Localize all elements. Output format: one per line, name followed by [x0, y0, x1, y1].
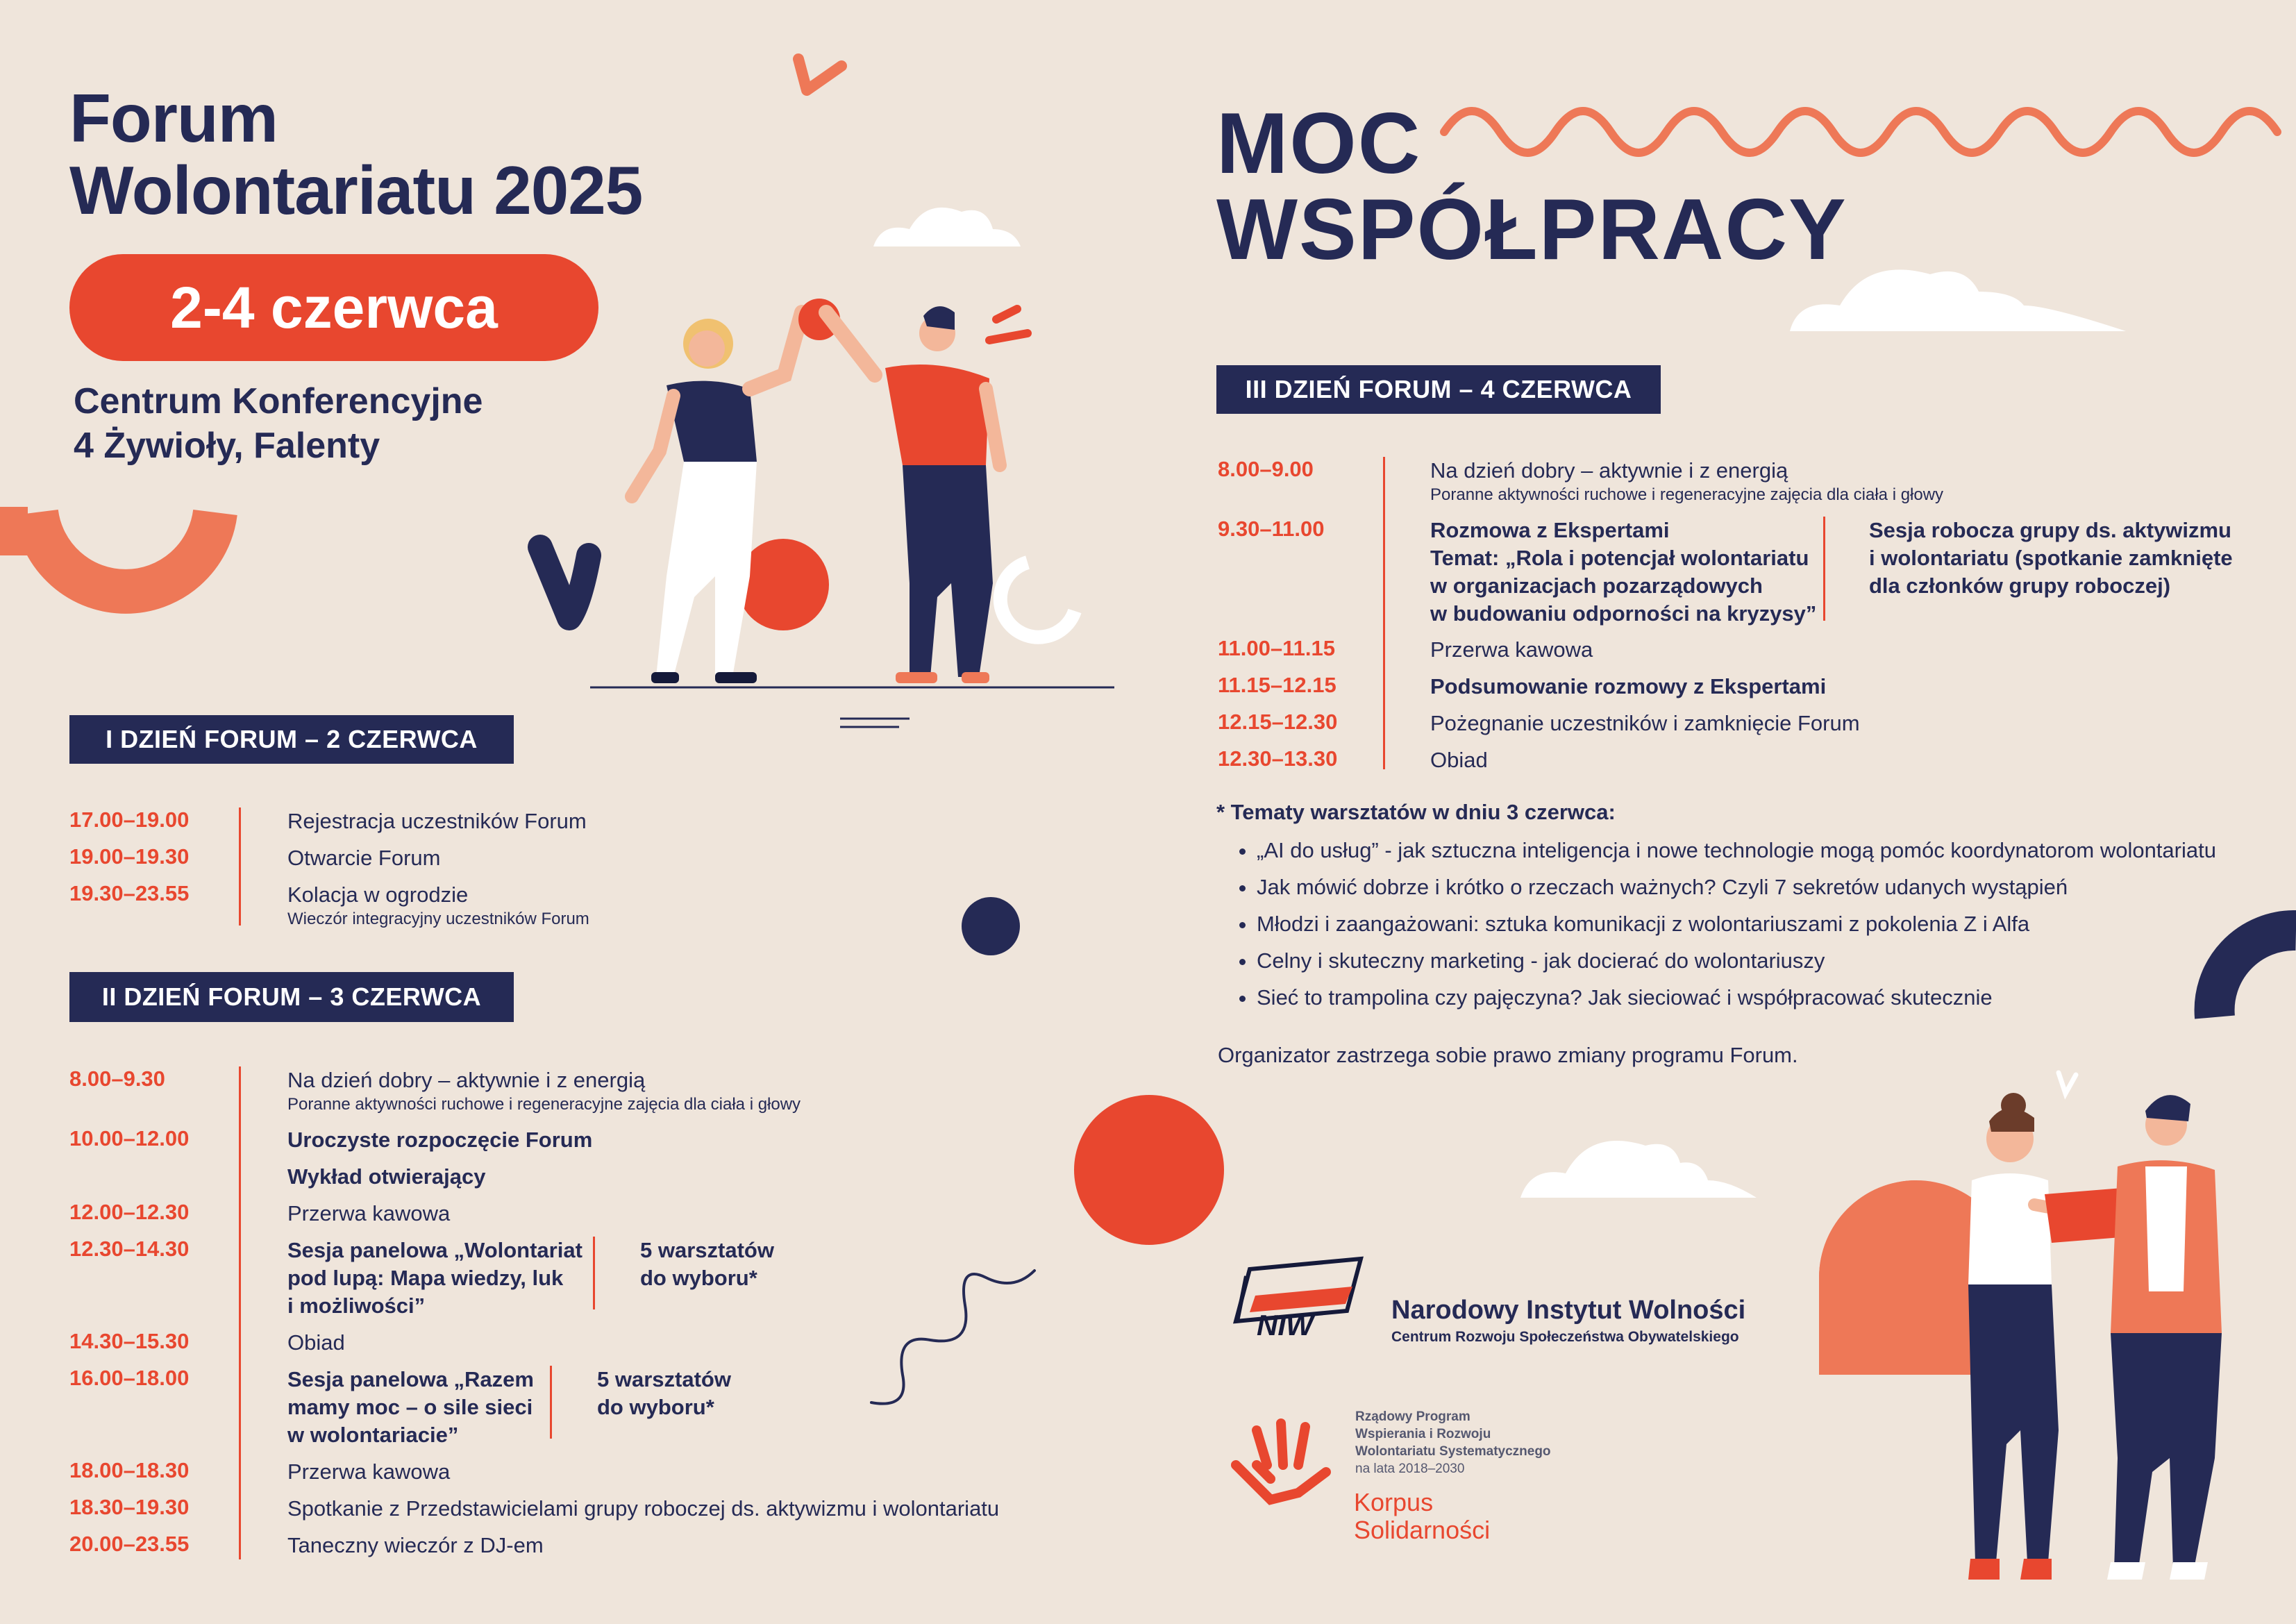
workshop-topics: [1216, 800, 2216, 1016]
laptop-people-illustration: [1930, 1083, 2249, 1611]
organizer-note: Organizator zastrzega sobie prawo zmiany programu Forum.: [1218, 1043, 1798, 1067]
desc-sub: Wieczór integracyjny uczestników Forum: [287, 910, 589, 928]
time: 10.00–12.00: [69, 1126, 190, 1150]
time: 20.00–23.55: [69, 1532, 190, 1556]
side-session-line: dla członków grupy roboczej): [1869, 574, 2171, 598]
time: 8.00–9.00: [1218, 457, 1314, 481]
day1-schedule: [69, 807, 903, 932]
niw-subtitle: Centrum Rozwoju Społeczeństwa Obywatelskiego: [1391, 1329, 1739, 1345]
date-text: 2-4 czerwca: [170, 274, 498, 340]
desc: Przerwa kawowa: [287, 1201, 451, 1225]
title-line1: Forum: [69, 80, 278, 156]
desc: Przerwa kawowa: [287, 1459, 451, 1484]
desc-line: mamy moc – o sile sieci: [287, 1395, 533, 1419]
side-session-line: Sesja robocza grupy ds. aktywizmu: [1869, 518, 2231, 542]
niw-name: Narodowy Instytut Wolności: [1391, 1296, 1746, 1325]
event-title: [69, 82, 642, 226]
day2-header-label: II DZIEŃ FORUM – 3 CZERWCA: [101, 982, 482, 1011]
list-item: • Celny i skuteczny marketing - jak docierać do wolontariuszy: [1257, 942, 2216, 979]
desc: Na dzień dobry – aktywnie i z energią: [287, 1068, 646, 1092]
time: 17.00–19.00: [69, 807, 190, 832]
desc-sub: Poranne aktywności ruchowe i regeneracyjne zajęcia dla ciała i głowy: [287, 1095, 801, 1114]
time: 14.30–15.30: [69, 1329, 190, 1353]
korpus-name: [1354, 1489, 1490, 1544]
day1-header: [69, 715, 514, 764]
brand-line1: MOC: [1216, 96, 1422, 192]
desc-line: w organizacjach pozarządowych: [1430, 574, 1763, 598]
workshop-note: 5 warsztatów: [597, 1367, 731, 1391]
workshop-note: do wyboru*: [640, 1266, 757, 1290]
list-item: • „AI do usług” - jak sztuczna inteligencja i nowe technologie mogą pomóc koordynatorom wolontariatu: [1257, 832, 2216, 869]
side-session-line: i wolontariatu (spotkanie zamknięte: [1869, 546, 2233, 570]
korpus-name-line: Solidarności: [1354, 1516, 1491, 1544]
desc-line: pod lupą: Mapa wiedzy, luk: [287, 1266, 564, 1290]
time: 12.00–12.30: [69, 1200, 190, 1224]
bar-left-decoration: [0, 507, 28, 555]
time: 9.30–11.00: [1218, 517, 1325, 541]
cloud-decoration: [873, 208, 1021, 246]
navy-arc-decoration: [2215, 930, 2296, 1017]
list-item: • Sieć to trampolina czy pajęczyna? Jak sieciować i współpracować skutecznie: [1257, 979, 2216, 1016]
time: 12.30–13.30: [1218, 746, 1338, 771]
desc: Na dzień dobry – aktywnie i z energią: [1430, 458, 1788, 483]
title-line2: Wolontariatu 2025: [69, 152, 643, 228]
big-circle-decoration: [1074, 1095, 1224, 1245]
time: 12.30–14.30: [69, 1237, 190, 1261]
desc: Rejestracja uczestników Forum: [287, 809, 587, 833]
niw-logo-text: NIW: [1257, 1309, 1314, 1341]
time: 11.15–12.15: [1218, 673, 1336, 697]
korpus-line: Wolontariatu Systematycznego: [1355, 1444, 1551, 1459]
desc-line: w budowaniu odporności na kryzysy”: [1430, 601, 1817, 626]
desc: Taneczny wieczór z DJ-em: [287, 1533, 544, 1557]
people-illustration: [611, 292, 1111, 694]
day3-schedule: [1218, 457, 2259, 776]
day2-schedule: [69, 1066, 1041, 1566]
desc-line: Rozmowa z Ekspertami: [1430, 518, 1670, 542]
desc-sub: Poranne aktywności ruchowe i regeneracyjne zajęcia dla ciała i głowy: [1430, 485, 1944, 504]
arc-left-decoration: [36, 512, 215, 592]
desc: Obiad: [1430, 748, 1488, 772]
desc-line: Sesja panelowa „Razem: [287, 1367, 534, 1391]
brand-line2: WSPÓŁPRACY: [1216, 182, 1847, 278]
brand-logo: [1216, 96, 1847, 278]
list-item: • Jak mówić dobrze i krótko o rzeczach ważnych? Czyli 7 sekretów udanych wystąpień: [1257, 869, 2216, 905]
workshop-note: 5 warsztatów: [640, 1238, 774, 1262]
korpus-line: Wspierania i Rozwoju: [1355, 1427, 1491, 1441]
desc: Podsumowanie rozmowy z Ekspertami: [1430, 674, 1827, 698]
date-badge: [69, 254, 598, 361]
desc: Spotkanie z Przedstawicielami grupy roboczej ds. aktywizmu i wolontariatu: [287, 1496, 1000, 1521]
korpus-program: [1355, 1408, 1551, 1477]
chevron-decoration: [798, 59, 841, 90]
time: 11.00–11.15: [1218, 636, 1335, 660]
desc: Otwarcie Forum: [287, 846, 441, 870]
time: 16.00–18.00: [69, 1366, 190, 1390]
korpus-hand-icon: [1229, 1416, 1340, 1521]
time: 18.00–18.30: [69, 1458, 190, 1482]
day2-header: [69, 972, 514, 1022]
desc-line: i możliwości”: [287, 1294, 426, 1318]
time: 19.00–19.30: [69, 844, 190, 869]
desc: Kolacja w ogrodzie: [287, 882, 469, 907]
korpus-line: na lata 2018–2030: [1355, 1462, 1465, 1476]
venue: [74, 379, 483, 468]
venue-line2: 4 Żywioły, Falenty: [74, 426, 380, 466]
desc: Pożegnanie uczestników i zamknięcie Forum: [1430, 711, 1860, 735]
desc: Uroczyste rozpoczęcie Forum: [287, 1128, 593, 1152]
day3-header: [1216, 365, 1661, 414]
list-item: • Młodzi i zaangażowani: sztuka komunikacji z wolontariuszami z pokolenia Z i Alfa: [1257, 905, 2216, 942]
workshop-heading: * Tematy warsztatów w dniu 3 czerwca:: [1216, 800, 1616, 824]
desc: Wykład otwierający: [287, 1164, 486, 1189]
time: 19.30–23.55: [69, 881, 190, 905]
workshop-list: [1216, 832, 2216, 1016]
dot-decoration: [962, 897, 1020, 955]
day3-header-label: III DZIEŃ FORUM – 4 CZERWCA: [1245, 375, 1632, 403]
desc-line: Sesja panelowa „Wolontariat: [287, 1238, 583, 1262]
venue-line1: Centrum Konferencyjne: [74, 381, 483, 421]
desc-line: Temat: „Rola i potencjał wolontariatu: [1430, 546, 1809, 570]
workshop-note: do wyboru*: [597, 1395, 714, 1419]
time: 12.15–12.30: [1218, 710, 1338, 734]
time: 18.30–19.30: [69, 1495, 190, 1519]
korpus-name-line: Korpus: [1354, 1488, 1434, 1516]
time: 8.00–9.30: [69, 1066, 165, 1091]
desc: Obiad: [287, 1330, 345, 1355]
day1-header-label: I DZIEŃ FORUM – 2 CZERWCA: [106, 725, 478, 753]
desc-line: w wolontariacie”: [287, 1423, 459, 1447]
desc: Przerwa kawowa: [1430, 637, 1593, 662]
korpus-line: Rządowy Program: [1355, 1409, 1470, 1424]
